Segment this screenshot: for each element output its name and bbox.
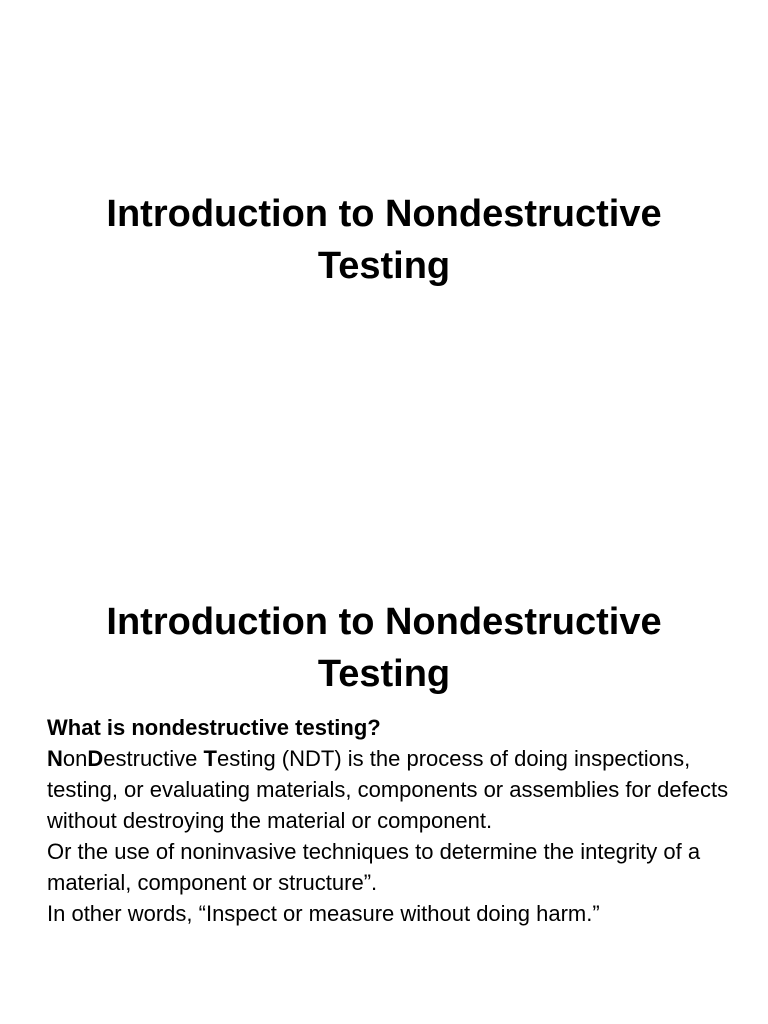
content-slide-body: [47, 712, 737, 929]
content-slide-heading-line-2: Testing: [317, 653, 451, 695]
content-slide: [0, 500, 768, 1024]
acronym-letter-t: T: [203, 746, 217, 771]
alternative-definition: Or the use of noninvasive techniques to determine the integrity of a material, component or structure”.: [47, 839, 701, 895]
definition-text-estructive: estructive: [103, 746, 204, 771]
definition-paragraph: [47, 743, 737, 836]
content-slide-heading: [40, 596, 728, 700]
definition-text-on: on: [62, 746, 88, 771]
title-slide-heading: [40, 188, 728, 292]
definition-text-rest: esting (NDT) is the process of doing inspections, testing, or evaluating materials, components or assemblies for defects without destroying the material or component.: [47, 746, 729, 833]
title-slide-heading-line-1: Introduction to Nondestructive: [106, 193, 662, 235]
acronym-letter-d: D: [87, 746, 104, 771]
question-heading: What is nondestructive testing?: [47, 715, 381, 740]
summary-statement: In other words, “Inspect or measure without doing harm.”: [47, 901, 600, 926]
title-slide: [0, 0, 768, 500]
content-slide-heading-line-1: Introduction to Nondestructive: [106, 601, 662, 643]
title-slide-heading-line-2: Testing: [317, 245, 451, 287]
acronym-letter-n: N: [47, 746, 63, 771]
